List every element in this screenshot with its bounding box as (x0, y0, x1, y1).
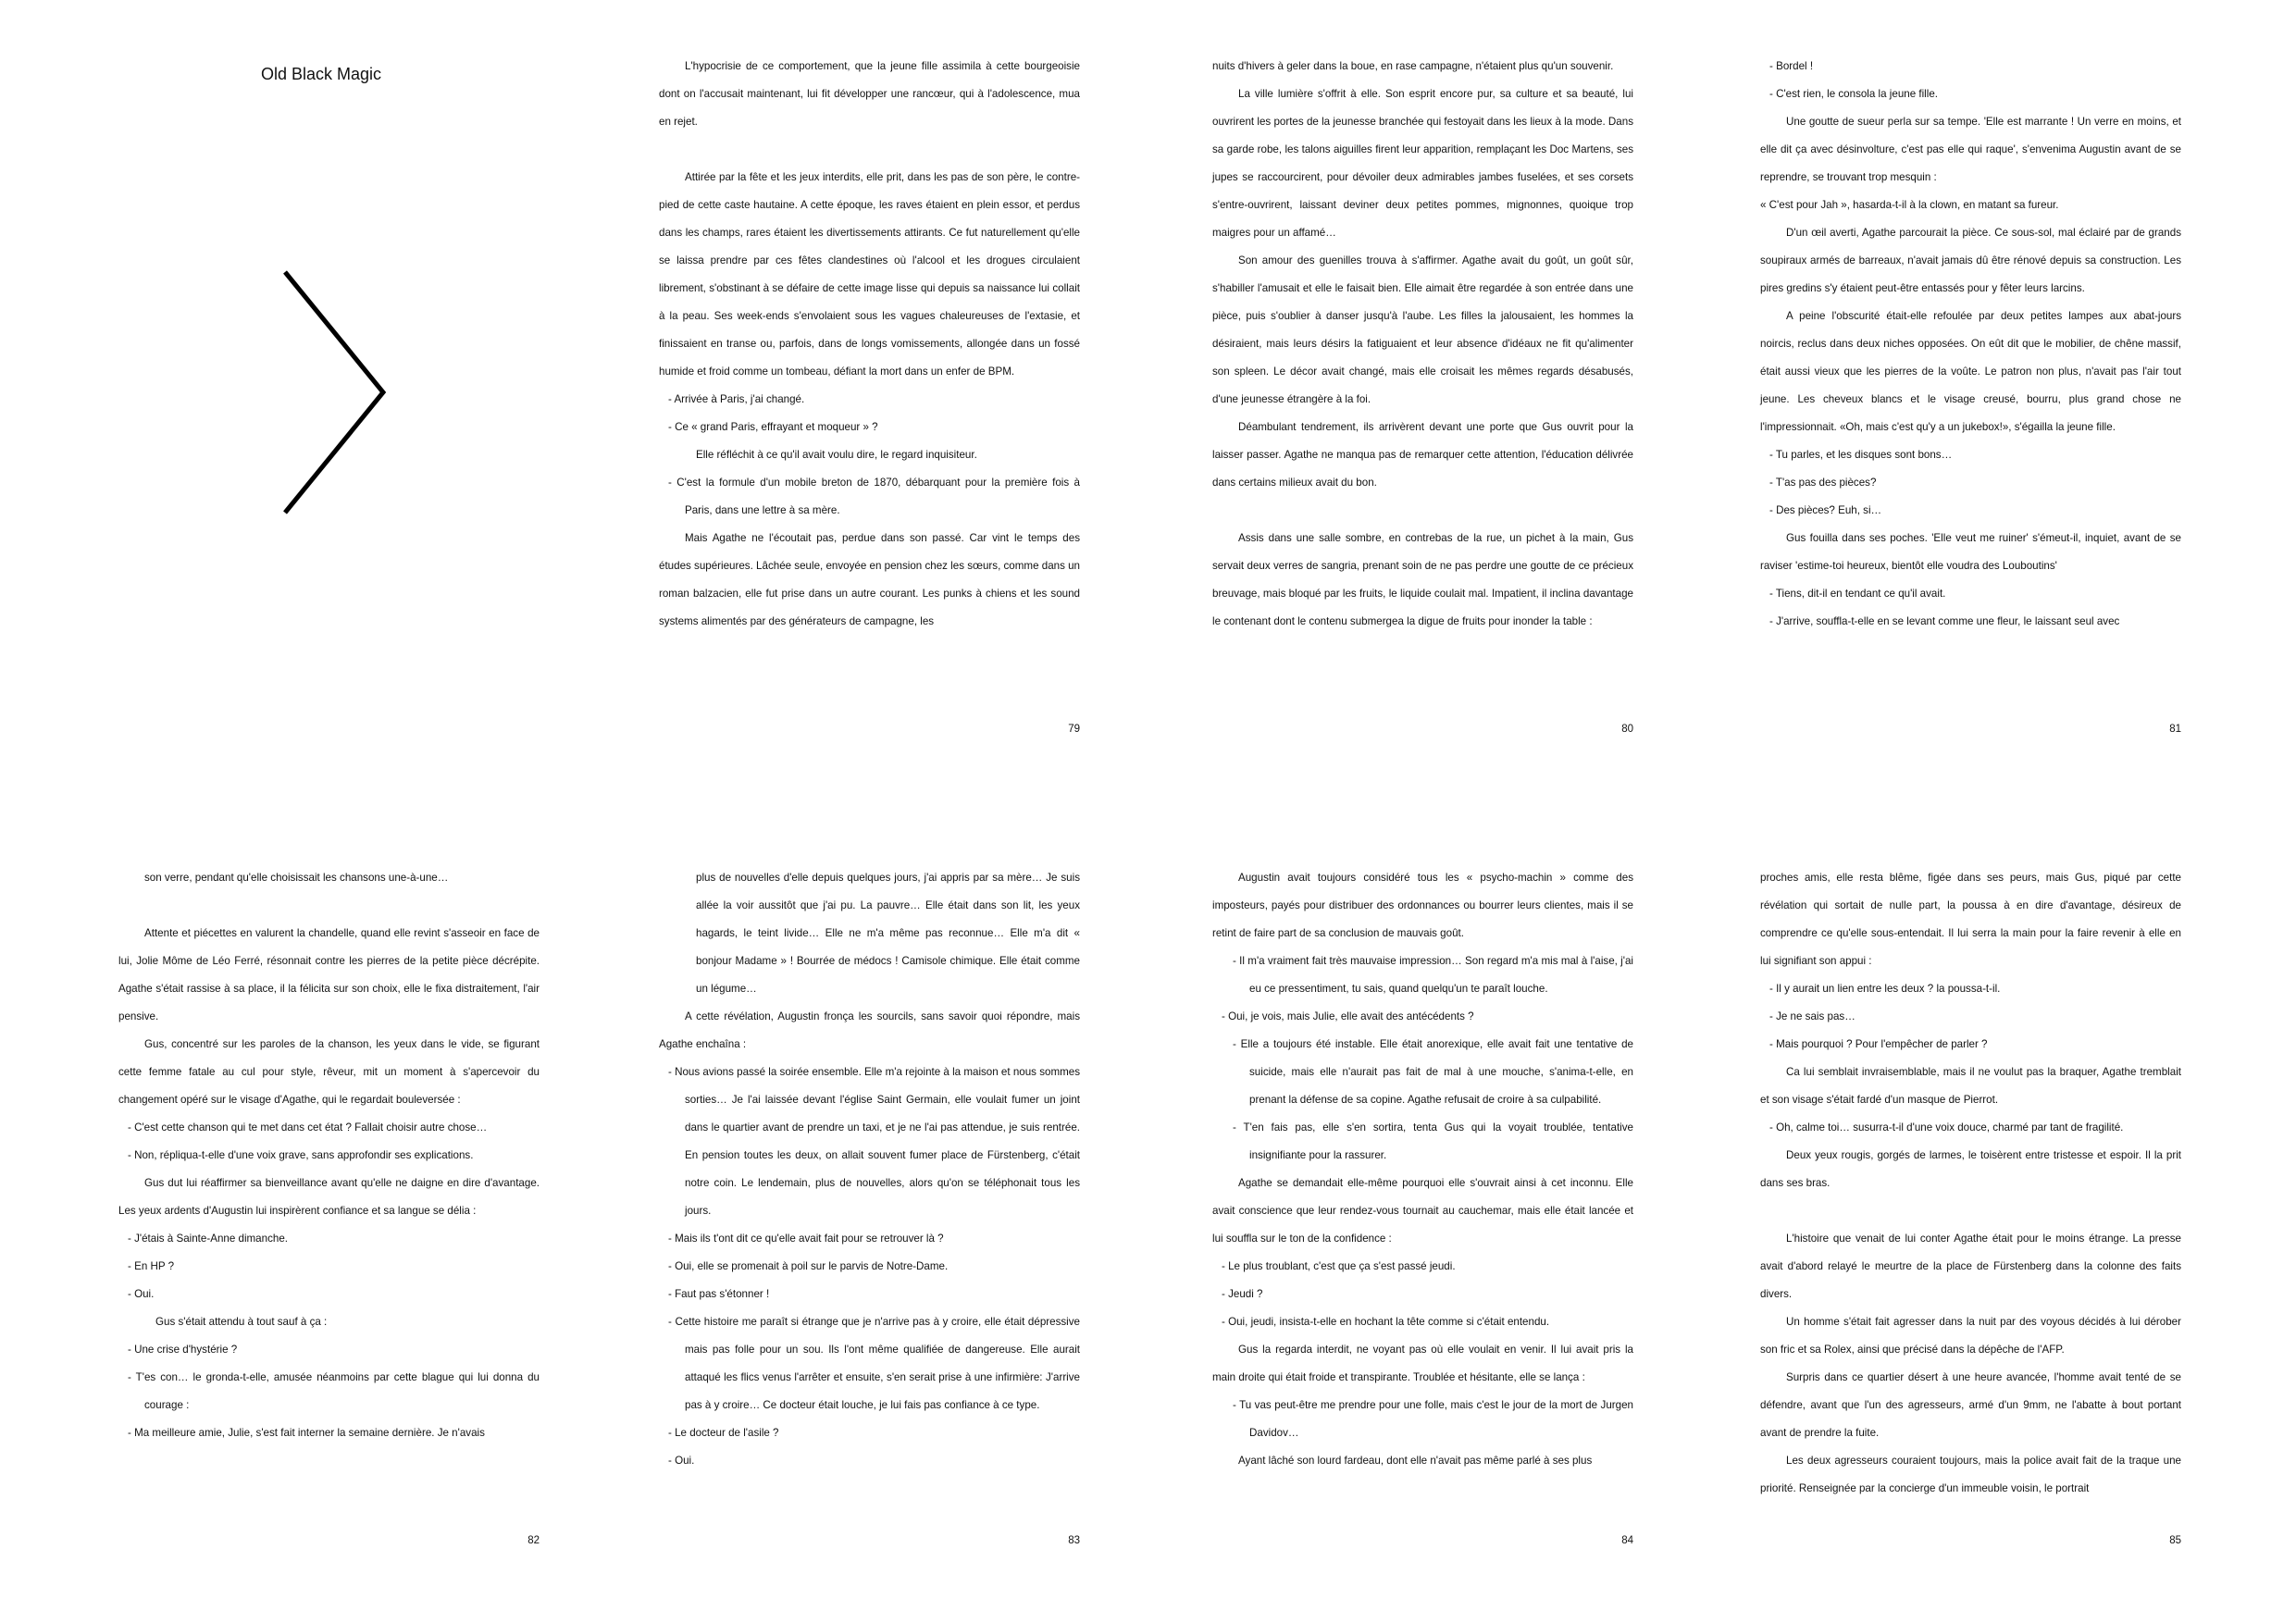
paragraph: « C'est pour Jah », hasarda-t-il à la clown, en matant sa fureur. (1760, 199, 2059, 211)
paragraph: - Le plus troublant, c'est que ça s'est passé jeudi. (1222, 1260, 1456, 1272)
page-84 (1212, 812, 1633, 1623)
page-body (659, 53, 1080, 636)
paragraph: D'un œil averti, Agathe parcourait la pièce. Ce sous-sol, mal éclairé par de grands soupiraux armés de barreaux, n'avait jamais dû être rénové depuis sa construction. Les pires gredins s'y étaient peut-être entassés pour y fêter leurs larcins. (1760, 227, 2181, 294)
paragraph: Les deux agresseurs couraient toujours, mais la police avait fait de la traque une priorité. Renseignée par la concierge d'un immeuble voisin, le portrait (1760, 1455, 2181, 1494)
paragraph: - Tu vas peut-être me prendre pour une folle, mais c'est le jour de la mort de Jurgen Davidov… (1233, 1399, 1633, 1439)
paragraph: - Arrivée à Paris, j'ai changé. (668, 393, 805, 405)
page-body (1212, 864, 1633, 1475)
paragraph: Surpris dans ce quartier désert à une heure avancée, l'homme avait tenté de se défendre, avant que l'un des agresseurs, armé d'un 9mm, ne l'abatte à bout portant avant de prendre la fuite. (1760, 1371, 2181, 1439)
paragraph-gap (659, 136, 1080, 164)
paragraph: - T'es con… le gronda-t-elle, amusée néanmoins par cette blague qui lui donna du courage : (128, 1371, 540, 1411)
chevron-right-icon (278, 268, 398, 527)
paragraph: - Mais pourquoi ? Pour l'empêcher de parler ? (1769, 1038, 1988, 1050)
paragraph: Gus fouilla dans ses poches. 'Elle veut me ruiner' s'émeut-il, inquiet, avant de se raviser 'estime-toi heureux, bientôt elle voudra des Louboutins' (1760, 532, 2181, 572)
paragraph-gap (1212, 497, 1633, 525)
paragraph: L'histoire que venait de lui conter Agathe était pour le moins étrange. La presse avait d'abord relayé le meurtre de la place de Fürstenberg dans la colonne des faits divers. (1760, 1233, 2181, 1300)
paragraph: - J'arrive, souffla-t-elle en se levant comme une fleur, le laissant seul avec (1769, 615, 2120, 627)
paragraph: - C'est rien, le consola la jeune fille. (1769, 88, 1939, 100)
paragraph: Augustin avait toujours considéré tous les « psycho-machin » comme des imposteurs, payés pour distribuer des ordonnances ou bourrer leurs clientes, mais il se retint de faire part de sa conclusion de mauvais goût. (1212, 872, 1633, 939)
paragraph: - Ma meilleure amie, Julie, s'est fait interner la semaine dernière. Je n'avais (128, 1427, 485, 1439)
paragraph: Attente et piécettes en valurent la chandelle, quand elle revint s'asseoir en face de lui, Jolie Môme de Léo Ferré, résonnait contre les pierres de la petite pièce décrépite. Agathe s'était rassise à sa place, il la félicita sur son choix, elle le fixa distraitement, l'air pensive. (118, 927, 540, 1022)
page-number: 80 (1621, 724, 1633, 735)
paragraph: - Non, répliqua-t-elle d'une voix grave, sans approfondir ses explications. (128, 1149, 474, 1161)
page-81 (1760, 0, 2181, 812)
paragraph: Ca lui semblait invraisemblable, mais il ne voulut pas la braquer, Agathe tremblait et son visage s'était fardé d'un masque de Pierrot. (1760, 1066, 2181, 1106)
paragraph: - T'en fais pas, elle s'en sortira, tenta Gus qui la voyait troublée, tentative insignifiante pour la rassurer. (1233, 1121, 1633, 1161)
paragraph: Agathe se demandait elle-même pourquoi elle s'ouvrait ainsi à cet inconnu. Elle avait conscience que leur rendez-vous tournait au cauchemar, mais elle était lancée et lui souffla sur le ton de la confidence : (1212, 1177, 1633, 1245)
paragraph: plus de nouvelles d'elle depuis quelques jours, j'ai appris par sa mère… Je suis allée la voir aussitôt que j'ai pu. La pauvre… Elle était dans son lit, les yeux hagards, le teint livide… Elle ne m'a même pas reconnue… Elle m'a dit « bonjour Madame » ! Bourrée de médocs ! Camisole chimique. Elle était comme un légume… (696, 872, 1080, 995)
paragraph: nuits d'hivers à geler dans la boue, en rase campagne, n'étaient plus qu'un souvenir. (1212, 60, 1614, 72)
page-body (659, 864, 1080, 1475)
paragraph: La ville lumière s'offrit à elle. Son esprit encore pur, sa culture et sa beauté, lui ouvrirent les portes de la jeunesse branchée qui festoyait dans les lieux à la mode. Dans sa garde robe, les talons aiguilles firent leur apparition, remplaçant les Doc Martens, ses jupes se raccourcirent, pour dévoiler deux admirables jambes fuselées, et ses corsets s'entre-ouvrirent, laissant deviner deux petites pommes, mignonnes, quoique trop maigres pour un affamé… (1212, 88, 1633, 239)
paragraph: - J'étais à Sainte-Anne dimanche. (128, 1233, 288, 1245)
paragraph: Mais Agathe ne l'écoutait pas, perdue dans son passé. Car vint le temps des études supérieures. Lâchée seule, envoyée en pension chez les sœurs, comme dans un roman balzacien, elle fut prise dans un autre courant. Les punks à chiens et les sound systems alimentés par des générateurs de campagne, les (659, 532, 1080, 627)
paragraph: - Le docteur de l'asile ? (668, 1427, 779, 1439)
page-79 (659, 0, 1080, 812)
page-number: 81 (2169, 724, 2181, 735)
bottom-spread (0, 812, 2296, 1623)
paragraph: Un homme s'était fait agresser dans la nuit par des voyous décidés à lui dérober son fric et sa Rolex, ainsi que précisé dans la dépêche de l'AFP. (1760, 1316, 2181, 1356)
paragraph: - Je ne sais pas… (1769, 1010, 1855, 1022)
paragraph: - En HP ? (128, 1260, 175, 1272)
paragraph: - Cette histoire me paraît si étrange que je n'arrive pas à y croire, elle était dépressive mais pas folle pour un sou. Ils l'ont même qualifiée de dangereuse. Elle aurait attaqué les flics venus l'arrêter et ensuite, s'en serait prise à une infirmière: J'arrive pas à y croire… Ce docteur était louche, je lui fais pas confiance à ce type. (668, 1316, 1080, 1411)
paragraph: - Tu parles, et les disques sont bons… (1769, 449, 1953, 461)
paragraph: - Nous avions passé la soirée ensemble. Elle m'a rejointe à la maison et nous sommes sorties… Je l'ai laissée devant l'église Saint Germain, elle voulait fumer un joint dans le quartier avant de prendre un taxi, et je ne l'ai pas attendue, je suis rentrée. En pension toutes les deux, on allait souvent fumer place de Fürstenberg, c'était notre coin. Le lendemain, plus de nouvelles, alors qu'on se téléphonait tous les jours. (668, 1066, 1080, 1217)
paragraph: Gus dut lui réaffirmer sa bienveillance avant qu'elle ne daigne en dire d'avantage. Les yeux ardents d'Augustin lui inspirèrent confiance et sa langue se délia : (118, 1177, 540, 1217)
page-83 (659, 812, 1080, 1623)
paragraph: - Ce « grand Paris, effrayant et moqueur » ? (668, 421, 878, 433)
paragraph: - Une crise d'hystérie ? (128, 1344, 238, 1356)
paragraph: L'hypocrisie de ce comportement, que la jeune fille assimila à cette bourgeoisie dont on l'accusait maintenant, lui fit développer une rancœur, qui à l'adolescence, mua en rejet. (659, 60, 1080, 128)
page-82 (118, 812, 540, 1623)
paragraph: Ayant lâché son lourd fardeau, dont elle n'avait pas même parlé à ses plus (1238, 1455, 1593, 1467)
paragraph: - T'as pas des pièces? (1769, 477, 1877, 489)
page-body (1212, 53, 1633, 636)
page-number: 82 (527, 1535, 540, 1546)
paragraph: - Des pièces? Euh, si… (1769, 504, 1882, 516)
paragraph: Elle réfléchit à ce qu'il avait voulu dire, le regard inquisiteur. (696, 449, 977, 461)
page-number: 84 (1621, 1535, 1633, 1546)
paragraph: Attirée par la fête et les jeux interdits, elle prit, dans les pas de son père, le contre-pied de cette caste hautaine. A cette époque, les raves étaient en plein essor, et perdus dans les champs, rares étaient les divertissements attirants. Ce fut naturellement qu'elle se laissa prendre par ces fêtes clandestines où l'alcool et les drogues circulaient librement, s'obstinant à se défaire de cette image lisse qui depuis sa naissance lui collait à la peau. Ses week-ends s'envolaient sous les vagues chaleureuses de l'extasie, et finissaient en transe ou, parfois, dans de longs vomissements, allongée dans un fossé humide et froid comme un tombeau, défiant la mort dans un enfer de BPM. (659, 171, 1080, 378)
paragraph: A cette révélation, Augustin fronça les sourcils, sans savoir quoi répondre, mais Agathe enchaîna : (659, 1010, 1080, 1050)
paragraph-gap (118, 892, 540, 920)
paragraph: - Oui, jeudi, insista-t-elle en hochant la tête comme si c'était entendu. (1222, 1316, 1550, 1328)
paragraph: - Tiens, dit-il en tendant ce qu'il avait. (1769, 588, 1946, 600)
page-number: 83 (1068, 1535, 1080, 1546)
book-title: Old Black Magic (261, 65, 382, 83)
paragraph: - C'est cette chanson qui te met dans cet état ? Fallait choisir autre chose… (128, 1121, 488, 1134)
paragraph: - Mais ils t'ont dit ce qu'elle avait fait pour se retrouver là ? (668, 1233, 944, 1245)
page-body (1760, 864, 2181, 1503)
page-number: 79 (1068, 724, 1080, 735)
paragraph: A peine l'obscurité était-elle refoulée par deux petites lampes aux abat-jours noircis, reclus dans deux niches opposées. On eût dit que le mobilier, de chêne massif, était aussi vieux que les pierres de la voûte. Le patron non plus, n'avait pas l'air tout jeune. Les cheveux blancs et le visage creusé, bourru, plus grand chose ne l'impressionnait. «Oh, mais c'est qu'y a un jukebox!», s'égailla la jeune fille. (1760, 310, 2181, 433)
paragraph: Déambulant tendrement, ils arrivèrent devant une porte que Gus ouvrit pour la laisser passer. Agathe ne manqua pas de remarquer cette attention, l'éducation délivrée dans certains milieux avait du bon. (1212, 421, 1633, 489)
paragraph: - Elle a toujours été instable. Elle était anorexique, elle avait fait une tentative de suicide, mais elle n'aurait pas fait de mal à une mouche, s'anima-t-elle, en prenant la défense de sa copine. Agathe refusait de croire à sa culpabilité. (1233, 1038, 1633, 1106)
paragraph: - Bordel ! (1769, 60, 1814, 72)
paragraph: Gus s'était attendu à tout sauf à ça : (155, 1316, 328, 1328)
page-80 (1212, 0, 1633, 812)
paragraph: Gus la regarda interdit, ne voyant pas où elle voulait en venir. Il lui avait pris la main droite qui était froide et transpirante. Troublée et hésitante, elle se lança : (1212, 1344, 1633, 1383)
paragraph: son verre, pendant qu'elle choisissait les chansons une-à-une… (144, 872, 449, 884)
page-85 (1760, 812, 2181, 1623)
paragraph: - Faut pas s'étonner ! (668, 1288, 770, 1300)
paragraph: - C'est la formule d'un mobile breton de 1870, débarquant pour la première fois à Paris, dans une lettre à sa mère. (668, 477, 1080, 516)
paragraph: - Oui, je vois, mais Julie, elle avait des antécédents ? (1222, 1010, 1474, 1022)
paragraph: - Oui. (668, 1455, 695, 1467)
paragraph: Une goutte de sueur perla sur sa tempe. 'Elle est marrante ! Un verre en moins, et elle dit ça avec désinvolture, c'est pas elle qui raque', s'envenima Augustin avant de se reprendre, se trouvant trop mesquin : (1760, 116, 2181, 183)
paragraph: - Il m'a vraiment fait très mauvaise impression… Son regard m'a mis mal à l'aise, j'ai eu ce pressentiment, tu sais, quand quelqu'un te paraît louche. (1233, 955, 1633, 995)
paragraph: - Jeudi ? (1222, 1288, 1263, 1300)
paragraph: proches amis, elle resta blême, figée dans ses peurs, mais Gus, piqué par cette révélation qui sortait de nulle part, la poussa à en dire d'avantage, désireux de comprendre ce qu'elle sous-entendait. Il lui serra la main pour la faire revenir à elle en lui signifiant son appui : (1760, 872, 2181, 967)
paragraph: Gus, concentré sur les paroles de la chanson, les yeux dans le vide, se figurant cette femme fatale au cul pour style, rêveur, mit un moment à s'apercevoir du changement opéré sur le visage d'Agathe, qui le regardait bouleversée : (118, 1038, 540, 1106)
cover-page (0, 0, 421, 812)
page-number: 85 (2169, 1535, 2181, 1546)
paragraph: - Il y aurait un lien entre les deux ? la poussa-t-il. (1769, 983, 2001, 995)
page-body (1760, 53, 2181, 636)
paragraph: Assis dans une salle sombre, en contrebas de la rue, un pichet à la main, Gus servait deux verres de sangria, prenant soin de ne pas perdre une goutte de ce précieux breuvage, mais bloqué par les fruits, le liquide coulait mal. Impatient, il inclina davantage le contenant dont le contenu submergea la digue de fruits pour inonder la table : (1212, 532, 1633, 627)
paragraph: - Oui, elle se promenait à poil sur le parvis de Notre-Dame. (668, 1260, 949, 1272)
paragraph: Son amour des guenilles trouva à s'affirmer. Agathe avait du goût, un goût sûr, s'habiller l'amusait et elle le faisait bien. Elle aimait être regardée à son entrée dans une pièce, puis s'oublier à danser jusqu'à l'aube. Les filles la jalousaient, les hommes la désiraient, mais leurs désirs la fatiguaient et leur absence d'idéaux ne fit qu'alimenter son spleen. Le décor avait changé, mais elle croisait les mêmes regards désabusés, d'une jeunesse étrangère à la foi. (1212, 254, 1633, 405)
paragraph: Deux yeux rougis, gorgés de larmes, le toisèrent entre tristesse et espoir. Il la prit dans ses bras. (1760, 1149, 2181, 1189)
paragraph: - Oui. (128, 1288, 155, 1300)
page-body (118, 864, 540, 1447)
paragraph: - Oh, calme toi… susurra-t-il d'une voix douce, charmé par tant de fragilité. (1769, 1121, 2124, 1134)
paragraph-gap (1760, 1197, 2181, 1225)
